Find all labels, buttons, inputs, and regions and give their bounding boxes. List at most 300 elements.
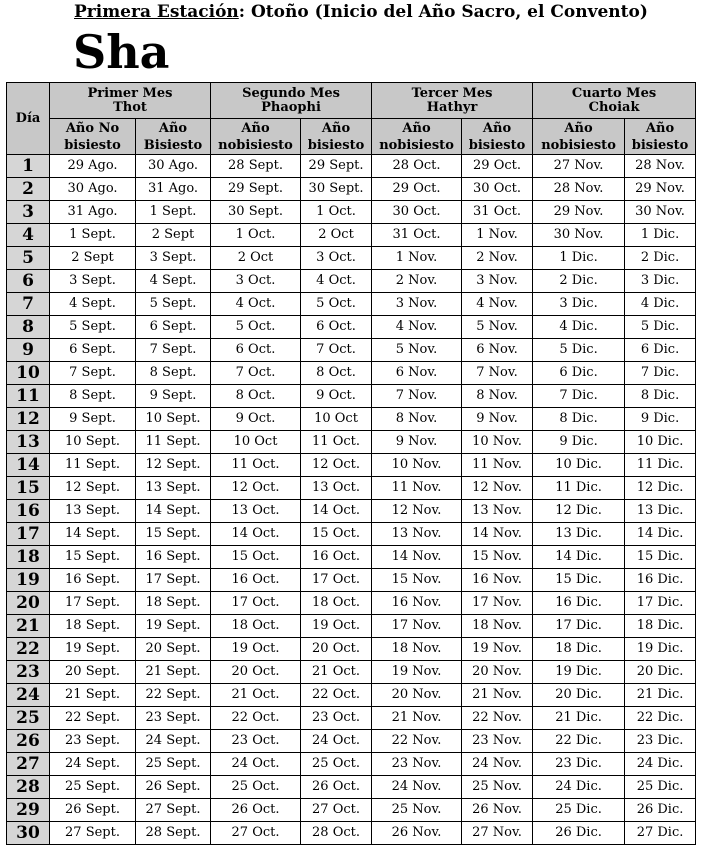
date-cell: 15 Dic.: [533, 569, 625, 592]
table-row: [7, 661, 696, 684]
month-header-hathyr: Tercer Mes Hathyr: [372, 83, 533, 119]
table-row: [7, 247, 696, 270]
date-cell: 4 Dic.: [533, 316, 625, 339]
date-cell: 3 Sept.: [50, 270, 136, 293]
date-cell: 14 Nov.: [462, 523, 533, 546]
table-row: [7, 684, 696, 707]
date-cell: 23 Sept.: [136, 707, 211, 730]
date-cell: 14 Nov.: [372, 546, 462, 569]
day-number: 9: [7, 339, 50, 362]
date-cell: 29 Sept.: [301, 155, 372, 178]
date-cell: 28 Sept.: [211, 155, 301, 178]
date-cell: 4 Sept.: [50, 293, 136, 316]
date-cell: 22 Dic.: [625, 707, 696, 730]
date-cell: 23 Nov.: [462, 730, 533, 753]
date-cell: 21 Dic.: [533, 707, 625, 730]
table-row: [7, 776, 696, 799]
date-cell: 17 Sept.: [50, 592, 136, 615]
station-prefix: Primera Estación: [74, 2, 239, 22]
col-header-phaophi-leap: Año bisiesto: [301, 119, 372, 155]
table-row: [7, 523, 696, 546]
date-cell: 5 Dic.: [625, 316, 696, 339]
day-number: 30: [7, 822, 50, 845]
date-cell: 1 Nov.: [462, 224, 533, 247]
date-cell: 27 Nov.: [462, 822, 533, 845]
day-number: 22: [7, 638, 50, 661]
day-number: 16: [7, 500, 50, 523]
day-number: 29: [7, 799, 50, 822]
date-cell: 7 Nov.: [462, 362, 533, 385]
date-cell: 18 Sept.: [136, 592, 211, 615]
day-number: 20: [7, 592, 50, 615]
date-cell: 10 Nov.: [462, 431, 533, 454]
date-cell: 20 Oct.: [211, 661, 301, 684]
day-number: 6: [7, 270, 50, 293]
month-header-choiak: Cuarto Mes Choiak: [533, 83, 696, 119]
date-cell: 9 Nov.: [462, 408, 533, 431]
date-cell: 11 Sept.: [136, 431, 211, 454]
col-header-choiak-leap: Año bisiesto: [625, 119, 696, 155]
day-number: 19: [7, 569, 50, 592]
date-cell: 5 Dic.: [533, 339, 625, 362]
date-cell: 7 Dic.: [533, 385, 625, 408]
date-cell: 4 Nov.: [462, 293, 533, 316]
date-cell: 13 Oct.: [211, 500, 301, 523]
day-number: 10: [7, 362, 50, 385]
date-cell: 16 Oct.: [211, 569, 301, 592]
date-cell: 25 Dic.: [625, 776, 696, 799]
date-cell: 10 Oct: [301, 408, 372, 431]
date-cell: 20 Sept.: [50, 661, 136, 684]
date-cell: 31 Oct.: [462, 201, 533, 224]
date-cell: 15 Nov.: [372, 569, 462, 592]
day-number: 3: [7, 201, 50, 224]
date-cell: 27 Sept.: [50, 822, 136, 845]
date-cell: 21 Oct.: [211, 684, 301, 707]
date-cell: 15 Dic.: [625, 546, 696, 569]
date-cell: 28 Nov.: [533, 178, 625, 201]
date-cell: 2 Oct: [211, 247, 301, 270]
day-number: 24: [7, 684, 50, 707]
date-cell: 11 Nov.: [462, 454, 533, 477]
date-cell: 22 Nov.: [372, 730, 462, 753]
day-number: 12: [7, 408, 50, 431]
date-cell: 26 Sept.: [136, 776, 211, 799]
col-header-thot-leap: Año Bisiesto: [136, 119, 211, 155]
date-cell: 30 Sept.: [301, 178, 372, 201]
date-cell: 7 Nov.: [372, 385, 462, 408]
date-cell: 6 Nov.: [372, 362, 462, 385]
date-cell: 3 Oct.: [211, 270, 301, 293]
col-header-phaophi-nonleap: Año nobisiesto: [211, 119, 301, 155]
date-cell: 2 Sept: [50, 247, 136, 270]
date-cell: 26 Nov.: [462, 799, 533, 822]
date-cell: 29 Ago.: [50, 155, 136, 178]
table-row: [7, 592, 696, 615]
col-header-hathyr-leap: Año bisiesto: [462, 119, 533, 155]
date-cell: 24 Oct.: [211, 753, 301, 776]
date-cell: 26 Sept.: [50, 799, 136, 822]
date-cell: 6 Dic.: [625, 339, 696, 362]
table-row: [7, 408, 696, 431]
station-heading: [74, 2, 648, 22]
col-header-hathyr-nonleap: Año nobisiesto: [372, 119, 462, 155]
date-cell: 1 Nov.: [372, 247, 462, 270]
table-row: [7, 270, 696, 293]
date-cell: 4 Oct.: [301, 270, 372, 293]
date-cell: 25 Nov.: [462, 776, 533, 799]
date-cell: 18 Oct.: [211, 615, 301, 638]
date-cell: 7 Dic.: [625, 362, 696, 385]
table-row: [7, 316, 696, 339]
date-cell: 10 Sept.: [50, 431, 136, 454]
table-row: [7, 155, 696, 178]
date-cell: 16 Sept.: [136, 546, 211, 569]
date-cell: 21 Oct.: [301, 661, 372, 684]
date-cell: 16 Nov.: [372, 592, 462, 615]
date-cell: 13 Dic.: [625, 500, 696, 523]
date-cell: 16 Oct.: [301, 546, 372, 569]
date-cell: 26 Nov.: [372, 822, 462, 845]
page-title: Sha: [73, 25, 170, 79]
date-cell: 1 Dic.: [625, 224, 696, 247]
date-cell: 30 Sept.: [211, 201, 301, 224]
date-cell: 30 Oct.: [462, 178, 533, 201]
date-cell: 20 Dic.: [625, 661, 696, 684]
date-cell: 17 Oct.: [301, 569, 372, 592]
date-cell: 16 Sept.: [50, 569, 136, 592]
table-row: [7, 385, 696, 408]
date-cell: 10 Dic.: [533, 454, 625, 477]
date-cell: 3 Oct.: [301, 247, 372, 270]
date-cell: 10 Dic.: [625, 431, 696, 454]
date-cell: 6 Dic.: [533, 362, 625, 385]
date-cell: 22 Oct.: [301, 684, 372, 707]
date-cell: 5 Sept.: [50, 316, 136, 339]
date-cell: 23 Sept.: [50, 730, 136, 753]
date-cell: 21 Nov.: [372, 707, 462, 730]
day-number: 7: [7, 293, 50, 316]
date-cell: 11 Nov.: [372, 477, 462, 500]
date-cell: 8 Sept.: [136, 362, 211, 385]
date-cell: 3 Sept.: [136, 247, 211, 270]
day-number: 23: [7, 661, 50, 684]
table-row: [7, 201, 696, 224]
table-row: [7, 431, 696, 454]
date-cell: 26 Dic.: [533, 822, 625, 845]
date-cell: 20 Oct.: [301, 638, 372, 661]
date-cell: 17 Oct.: [211, 592, 301, 615]
day-number: 25: [7, 707, 50, 730]
date-cell: 19 Oct.: [301, 615, 372, 638]
table-row: [7, 500, 696, 523]
date-cell: 3 Nov.: [462, 270, 533, 293]
date-cell: 25 Oct.: [301, 753, 372, 776]
date-cell: 13 Oct.: [301, 477, 372, 500]
date-cell: 21 Nov.: [462, 684, 533, 707]
date-cell: 19 Sept.: [136, 615, 211, 638]
date-cell: 12 Sept.: [136, 454, 211, 477]
date-cell: 12 Dic.: [533, 500, 625, 523]
date-cell: 27 Dic.: [625, 822, 696, 845]
date-cell: 29 Nov.: [533, 201, 625, 224]
table-row: [7, 546, 696, 569]
date-cell: 24 Nov.: [372, 776, 462, 799]
date-cell: 10 Nov.: [372, 454, 462, 477]
date-cell: 31 Oct.: [372, 224, 462, 247]
date-cell: 22 Oct.: [211, 707, 301, 730]
date-cell: 5 Oct.: [211, 316, 301, 339]
date-cell: 4 Oct.: [211, 293, 301, 316]
date-cell: 3 Dic.: [533, 293, 625, 316]
date-cell: 11 Sept.: [50, 454, 136, 477]
date-cell: 30 Nov.: [625, 201, 696, 224]
date-cell: 9 Dic.: [533, 431, 625, 454]
date-cell: 1 Oct.: [301, 201, 372, 224]
date-cell: 18 Oct.: [301, 592, 372, 615]
day-number: 17: [7, 523, 50, 546]
date-cell: 25 Sept.: [50, 776, 136, 799]
date-cell: 7 Oct.: [211, 362, 301, 385]
date-cell: 11 Dic.: [625, 454, 696, 477]
date-cell: 17 Sept.: [136, 569, 211, 592]
date-cell: 17 Nov.: [462, 592, 533, 615]
date-cell: 2 Dic.: [533, 270, 625, 293]
date-cell: 14 Oct.: [301, 500, 372, 523]
date-cell: 2 Sept: [136, 224, 211, 247]
date-cell: 23 Oct.: [211, 730, 301, 753]
day-number: 11: [7, 385, 50, 408]
date-cell: 12 Dic.: [625, 477, 696, 500]
date-cell: 9 Oct.: [301, 385, 372, 408]
date-cell: 12 Sept.: [50, 477, 136, 500]
date-cell: 26 Dic.: [625, 799, 696, 822]
date-cell: 23 Dic.: [533, 753, 625, 776]
table-row: [7, 477, 696, 500]
table-row: [7, 178, 696, 201]
date-cell: 16 Dic.: [533, 592, 625, 615]
day-number: 15: [7, 477, 50, 500]
date-cell: 25 Dic.: [533, 799, 625, 822]
date-cell: 3 Dic.: [625, 270, 696, 293]
date-cell: 31 Ago.: [50, 201, 136, 224]
date-cell: 9 Sept.: [136, 385, 211, 408]
table-row: [7, 799, 696, 822]
date-cell: 24 Dic.: [533, 776, 625, 799]
date-cell: 28 Oct.: [301, 822, 372, 845]
date-cell: 8 Oct.: [211, 385, 301, 408]
date-cell: 8 Nov.: [372, 408, 462, 431]
date-cell: 26 Oct.: [301, 776, 372, 799]
date-cell: 9 Sept.: [50, 408, 136, 431]
date-cell: 8 Dic.: [625, 385, 696, 408]
day-number: 13: [7, 431, 50, 454]
date-cell: 1 Oct.: [211, 224, 301, 247]
date-cell: 10 Oct: [211, 431, 301, 454]
date-cell: 19 Dic.: [533, 661, 625, 684]
day-number: 21: [7, 615, 50, 638]
date-cell: 16 Nov.: [462, 569, 533, 592]
table-row: [7, 638, 696, 661]
date-cell: 1 Dic.: [533, 247, 625, 270]
table-row: [7, 730, 696, 753]
date-cell: 21 Sept.: [50, 684, 136, 707]
table-row: [7, 293, 696, 316]
date-cell: 29 Nov.: [625, 178, 696, 201]
date-cell: 24 Sept.: [50, 753, 136, 776]
day-number: 14: [7, 454, 50, 477]
date-cell: 1 Sept.: [50, 224, 136, 247]
date-cell: 2 Oct: [301, 224, 372, 247]
date-cell: 8 Oct.: [301, 362, 372, 385]
station-rest: : Otoño (Inicio del Año Sacro, el Convento): [238, 2, 648, 22]
table-row: [7, 707, 696, 730]
date-cell: 14 Sept.: [50, 523, 136, 546]
date-cell: 27 Nov.: [533, 155, 625, 178]
date-cell: 12 Nov.: [372, 500, 462, 523]
date-cell: 14 Sept.: [136, 500, 211, 523]
day-number: 8: [7, 316, 50, 339]
date-cell: 24 Oct.: [301, 730, 372, 753]
calendar-table: [6, 82, 696, 845]
date-cell: 4 Nov.: [372, 316, 462, 339]
date-cell: 28 Nov.: [625, 155, 696, 178]
col-header-choiak-nonleap: Año nobisiesto: [533, 119, 625, 155]
day-number: 27: [7, 753, 50, 776]
table-row: [7, 454, 696, 477]
date-cell: 22 Dic.: [533, 730, 625, 753]
date-cell: 30 Nov.: [533, 224, 625, 247]
date-cell: 30 Ago.: [136, 155, 211, 178]
date-cell: 5 Nov.: [372, 339, 462, 362]
date-cell: 19 Nov.: [462, 638, 533, 661]
date-cell: 17 Dic.: [533, 615, 625, 638]
table-row: [7, 339, 696, 362]
date-cell: 11 Oct.: [301, 431, 372, 454]
date-cell: 20 Nov.: [372, 684, 462, 707]
date-cell: 18 Sept.: [50, 615, 136, 638]
table-row: [7, 753, 696, 776]
date-cell: 15 Nov.: [462, 546, 533, 569]
date-cell: 2 Nov.: [372, 270, 462, 293]
date-cell: 28 Sept.: [136, 822, 211, 845]
date-cell: 23 Dic.: [625, 730, 696, 753]
date-cell: 15 Sept.: [50, 546, 136, 569]
date-cell: 26 Oct.: [211, 799, 301, 822]
day-header: Día: [7, 83, 50, 155]
date-cell: 10 Sept.: [136, 408, 211, 431]
table-row: [7, 362, 696, 385]
date-cell: 28 Oct.: [372, 155, 462, 178]
date-cell: 15 Oct.: [301, 523, 372, 546]
date-cell: 11 Dic.: [533, 477, 625, 500]
date-cell: 6 Sept.: [136, 316, 211, 339]
date-cell: 8 Dic.: [533, 408, 625, 431]
date-cell: 5 Nov.: [462, 316, 533, 339]
date-cell: 9 Dic.: [625, 408, 696, 431]
date-cell: 14 Dic.: [533, 546, 625, 569]
date-cell: 22 Nov.: [462, 707, 533, 730]
date-cell: 13 Nov.: [372, 523, 462, 546]
date-cell: 30 Oct.: [372, 201, 462, 224]
date-cell: 2 Dic.: [625, 247, 696, 270]
date-cell: 19 Oct.: [211, 638, 301, 661]
date-cell: 19 Nov.: [372, 661, 462, 684]
table-row: [7, 224, 696, 247]
date-cell: 7 Sept.: [50, 362, 136, 385]
date-cell: 24 Nov.: [462, 753, 533, 776]
date-cell: 23 Oct.: [301, 707, 372, 730]
date-cell: 12 Oct.: [301, 454, 372, 477]
date-cell: 13 Nov.: [462, 500, 533, 523]
date-cell: 17 Dic.: [625, 592, 696, 615]
date-cell: 4 Dic.: [625, 293, 696, 316]
date-cell: 11 Oct.: [211, 454, 301, 477]
date-cell: 14 Dic.: [625, 523, 696, 546]
table-row: [7, 822, 696, 845]
date-cell: 7 Sept.: [136, 339, 211, 362]
date-cell: 1 Sept.: [136, 201, 211, 224]
date-cell: 12 Oct.: [211, 477, 301, 500]
date-cell: 24 Dic.: [625, 753, 696, 776]
date-cell: 5 Sept.: [136, 293, 211, 316]
table-row: [7, 615, 696, 638]
date-cell: 9 Oct.: [211, 408, 301, 431]
date-cell: 18 Nov.: [462, 615, 533, 638]
date-cell: 9 Nov.: [372, 431, 462, 454]
day-number: 1: [7, 155, 50, 178]
date-cell: 23 Nov.: [372, 753, 462, 776]
date-cell: 27 Sept.: [136, 799, 211, 822]
date-cell: 13 Sept.: [136, 477, 211, 500]
date-cell: 8 Nov.: [462, 385, 533, 408]
date-cell: 29 Sept.: [211, 178, 301, 201]
day-number: 28: [7, 776, 50, 799]
date-cell: 4 Sept.: [136, 270, 211, 293]
date-cell: 31 Ago.: [136, 178, 211, 201]
date-cell: 2 Nov.: [462, 247, 533, 270]
date-cell: 30 Ago.: [50, 178, 136, 201]
month-header-thot: Primer Mes Thot: [50, 83, 211, 119]
date-cell: 14 Oct.: [211, 523, 301, 546]
date-cell: 20 Dic.: [533, 684, 625, 707]
date-cell: 29 Oct.: [372, 178, 462, 201]
table-row: [7, 569, 696, 592]
date-cell: 25 Sept.: [136, 753, 211, 776]
date-cell: 15 Oct.: [211, 546, 301, 569]
date-cell: 21 Sept.: [136, 661, 211, 684]
date-cell: 27 Oct.: [301, 799, 372, 822]
date-cell: 29 Oct.: [462, 155, 533, 178]
date-cell: 16 Dic.: [625, 569, 696, 592]
date-cell: 5 Oct.: [301, 293, 372, 316]
day-number: 5: [7, 247, 50, 270]
date-cell: 20 Nov.: [462, 661, 533, 684]
date-cell: 6 Oct.: [211, 339, 301, 362]
date-cell: 25 Oct.: [211, 776, 301, 799]
date-cell: 18 Dic.: [533, 638, 625, 661]
date-cell: 17 Nov.: [372, 615, 462, 638]
date-cell: 6 Oct.: [301, 316, 372, 339]
date-cell: 18 Dic.: [625, 615, 696, 638]
date-cell: 8 Sept.: [50, 385, 136, 408]
day-number: 18: [7, 546, 50, 569]
date-cell: 13 Dic.: [533, 523, 625, 546]
date-cell: 7 Oct.: [301, 339, 372, 362]
date-cell: 13 Sept.: [50, 500, 136, 523]
month-header-phaophi: Segundo Mes Phaophi: [211, 83, 372, 119]
date-cell: 6 Nov.: [462, 339, 533, 362]
